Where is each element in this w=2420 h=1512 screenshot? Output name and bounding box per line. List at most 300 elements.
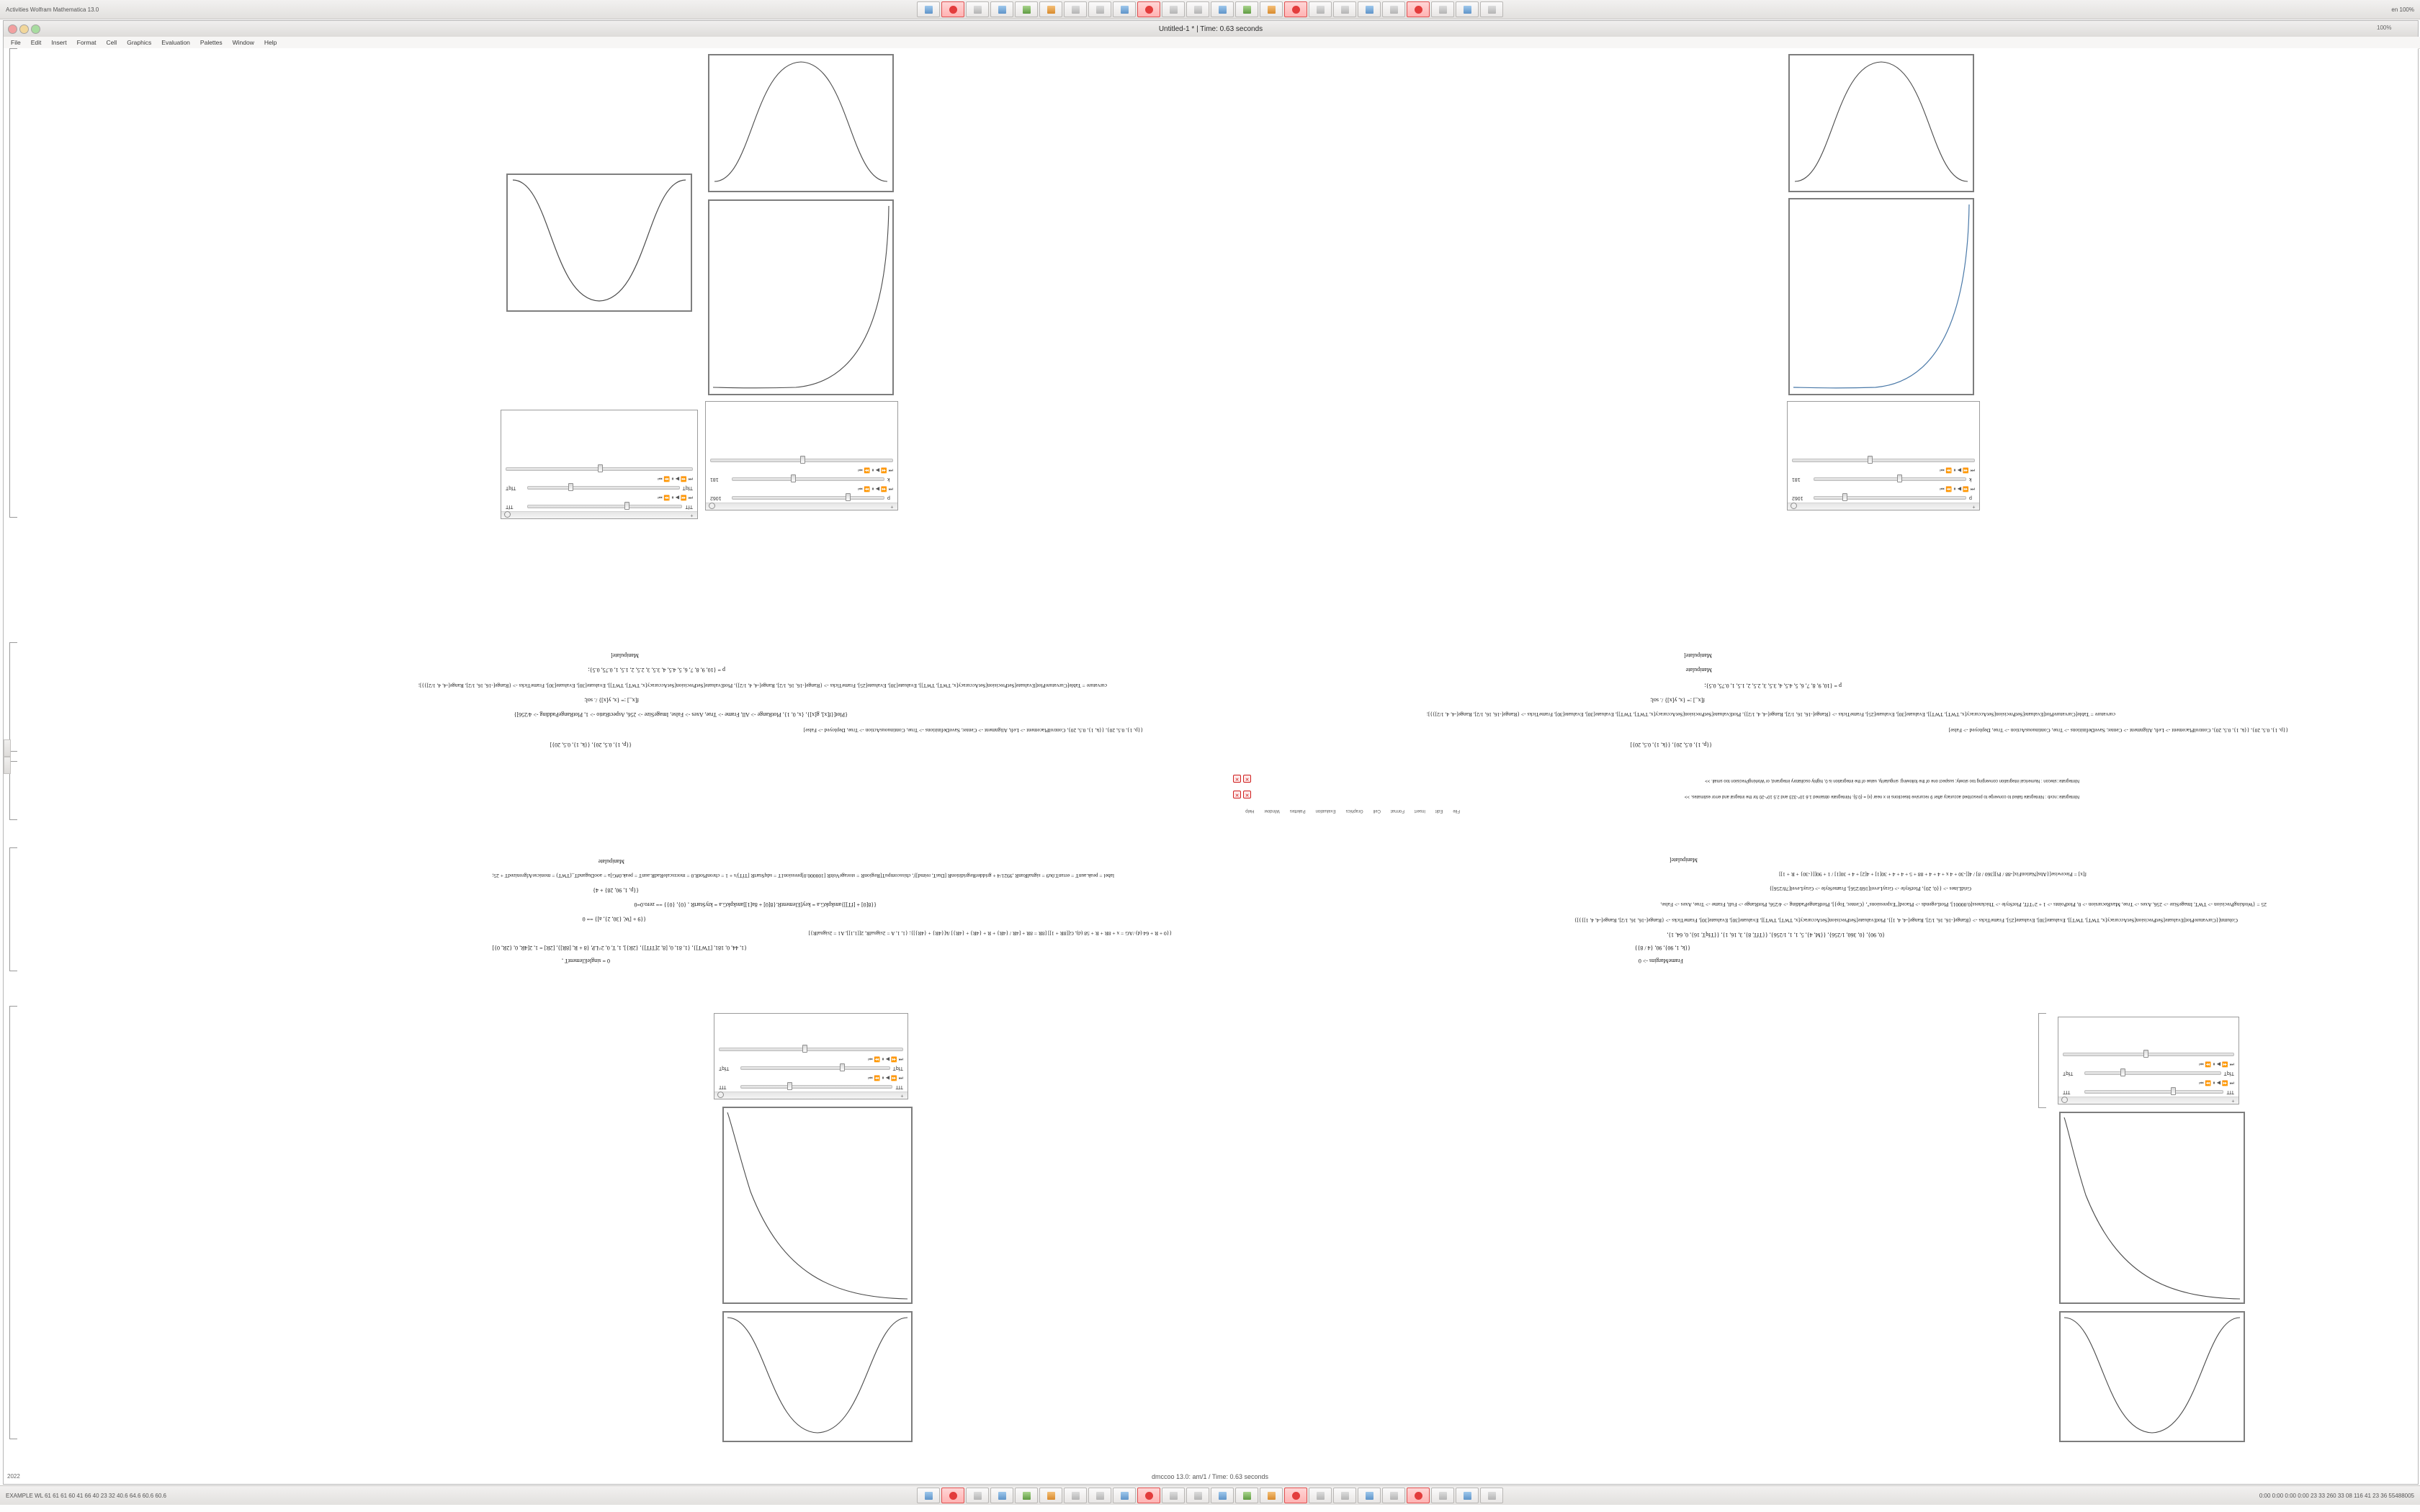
slider-label: TfT — [685, 504, 693, 509]
code-line[interactable]: {{9 + [W, {30, 2}, a]} == 0 — [582, 916, 646, 922]
menu-item-window[interactable]: Window — [232, 39, 254, 46]
code-line[interactable]: Manipulate — [598, 858, 624, 865]
slider-thumb[interactable] — [1868, 456, 1873, 464]
menu-echo-file: File — [1453, 809, 1460, 813]
app-blue-icon — [1366, 1492, 1373, 1500]
slider-track[interactable] — [732, 477, 884, 481]
minimize-icon[interactable] — [19, 24, 29, 34]
slider-track[interactable] — [719, 1048, 903, 1051]
top-panel-right-text: en 100% — [2391, 6, 2414, 13]
taskbar-window-button[interactable] — [917, 1, 940, 17]
taskbar-window-button[interactable] — [1211, 1488, 1234, 1503]
manipulate-controls-row[interactable] — [2058, 1078, 2238, 1087]
app-grey-icon — [1170, 6, 1178, 14]
app-grey-icon — [1194, 6, 1202, 14]
taskbar-window-button[interactable] — [1333, 1488, 1356, 1503]
app-blue-icon — [1464, 1492, 1471, 1500]
taskbar-window-button[interactable] — [917, 1488, 940, 1503]
app-grey-icon — [1390, 1492, 1398, 1500]
slider-track[interactable] — [1792, 459, 1975, 462]
manipulate-controls-row[interactable] — [706, 484, 897, 493]
plus-icon[interactable]: + — [2231, 1098, 2235, 1103]
app-blue-icon — [998, 6, 1006, 14]
slider-track[interactable] — [2084, 1071, 2221, 1075]
manipulate-controls-row[interactable] — [1788, 484, 1979, 493]
app-blue-icon — [925, 1492, 933, 1500]
plus-icon[interactable]: + — [890, 504, 894, 509]
playback-controls[interactable]: ⏮ ⏪ ▶ ⏸ ⏩ ⏭ — [1940, 486, 1975, 491]
taskbar-window-button[interactable] — [1456, 1488, 1479, 1503]
message-row-error-1[interactable] — [1685, 794, 2079, 798]
top-panel — [0, 0, 2420, 19]
code-line[interactable]: p = {10, 9, 8, 7, 6, 5, 4.5, 4, 3.5, 3, 2.5, 2, 1.5, 1, 0.75, 0.5}; — [1704, 683, 1842, 689]
slider-value: 181 — [710, 477, 719, 482]
slider-thumb[interactable] — [1842, 493, 1847, 501]
manipulate-slider-row[interactable] — [1788, 474, 1979, 484]
manipulate-titlebar-a — [501, 511, 697, 518]
app-orange-icon — [1268, 6, 1276, 14]
slider-thumb[interactable] — [787, 1082, 792, 1090]
plus-icon[interactable]: + — [690, 513, 694, 518]
code-line[interactable]: 0 = singleElementT , — [561, 958, 610, 964]
taskbar-window-button[interactable] — [1088, 1488, 1111, 1503]
menu-item-edit[interactable]: Edit — [30, 39, 42, 46]
app-grey-icon — [1341, 6, 1349, 14]
code-line[interactable]: {{p, 1}, 0.5, 20}, {{k, 1}, 0.5, 20}, ControlPlacement -> Left, Alignment -> Center, SaveDefinitions -> True, ContinuousAction -> True, Deployed -> False] — [803, 727, 1143, 734]
taskbar-window-button[interactable] — [1186, 1, 1209, 17]
taskbar-window-button[interactable] — [1358, 1488, 1381, 1503]
bottom-panel-right-text: 0:00 0:00 0:00 0:00 23 33 260 33 08 116 41 23 36 55488005 — [2259, 1492, 2414, 1499]
manipulate-titlebar — [714, 1092, 908, 1099]
taskbar-window-button[interactable] — [966, 1488, 989, 1503]
app-red-icon — [949, 1492, 957, 1500]
notebook-title: Untitled-1 * | Time: 0.63 seconds — [1158, 24, 1263, 33]
message-row-error-2[interactable] — [1705, 778, 2079, 783]
cell-bracket[interactable] — [9, 48, 17, 518]
app-green-icon — [1023, 6, 1031, 14]
bottom-status-text: dmccoo 13.0: am/1 / Time: 0.63 seconds — [1151, 1473, 1269, 1480]
menu-echo-palettes: Palettes — [1289, 809, 1306, 813]
code-line[interactable]: GridLines -> {{0, 20}, PlotStyle -> GrayLevel[168/256], FrameStyle -> GrayLevel[78/256]} — [1769, 886, 1971, 892]
plot-bottom-right-lower — [2059, 1311, 2245, 1442]
code-line[interactable]: curvature = Table[CurvaturePlot[Evaluate[SetPrecision[SetAccuracy[x, TWT], TWT]], Evaluate[30], Evaluate[25], FrameTicks -> {Range[-16, 16, 1/2], Range[-4, 4, 1/2]}, PlotEvaluate[SetPrecision[SetAccuracy[x, TWT], TWT]], Evaluate[30], Evaluate[30], FrameTicks -> {Range[-16, 16, 1/2], Range[-4, 4, 1/2]}}]; — [1426, 711, 2115, 718]
taskbar-window-button[interactable] — [1064, 1488, 1087, 1503]
menu-echo-evaluation: Evaluation — [1315, 809, 1336, 813]
menu-echo-cell: Cell — [1373, 809, 1381, 813]
manipulate-slider-row[interactable] — [501, 464, 697, 474]
taskbar-window-button[interactable] — [1260, 1, 1283, 17]
taskbar-window-button[interactable] — [990, 1, 1013, 17]
manipulate-controls-row[interactable] — [1788, 465, 1979, 474]
manipulate-slider-row[interactable] — [1788, 493, 1979, 503]
taskbar-window-button[interactable] — [1039, 1, 1062, 17]
slider-track[interactable] — [527, 486, 680, 490]
slider-label: TfqT — [892, 1066, 903, 1071]
notebook-canvas[interactable] — [4, 48, 2418, 1468]
menu-echo-insert: Insert — [1414, 809, 1425, 813]
bottom-panel-left — [0, 1493, 172, 1499]
slider-thumb[interactable] — [791, 474, 796, 482]
slider-track[interactable] — [2084, 1090, 2224, 1094]
slider-track[interactable] — [740, 1066, 890, 1070]
slider-value: TfqT — [719, 1066, 730, 1071]
app-orange-icon — [1047, 6, 1055, 14]
app-grey-icon — [1488, 1492, 1496, 1500]
cell-bracket[interactable] — [2038, 1013, 2046, 1108]
manipulate-slider-row[interactable] — [2058, 1087, 2238, 1097]
page-number: 2022 — [7, 1473, 20, 1480]
notebook-scroll-label: 100% — [2377, 24, 2392, 31]
app-grey-icon — [1439, 6, 1447, 14]
slider-label: TfqT — [682, 485, 693, 490]
playback-controls[interactable]: ⏮ ⏪ ▶ ⏸ ⏩ ⏭ — [868, 1056, 903, 1061]
taskbar-window-button[interactable] — [1137, 1488, 1160, 1503]
slider-value: TfT — [506, 504, 514, 509]
app-orange-icon — [1047, 1492, 1055, 1500]
menu-item-evaluation[interactable]: Evaluation — [161, 39, 190, 46]
code-line[interactable]: p = {10, 9, 8, 7, 6, 5, 4.5, 4, 3.5, 3, 2.5, 2, 1.5, 1, 0.75, 0.5}; — [588, 667, 725, 673]
taskbar-window-button[interactable] — [1382, 1488, 1405, 1503]
app-grey-icon — [1194, 1492, 1202, 1500]
slider-label: p — [1969, 495, 1972, 500]
app-blue-icon — [1219, 1492, 1227, 1500]
gear-icon[interactable] — [504, 511, 511, 518]
top-panel-right — [2385, 6, 2420, 13]
message-row-error-4[interactable] — [1233, 775, 1251, 783]
code-line[interactable]: 25 = {WorkingPrecision -> TWT, ImageSize -> 256, Axes -> True, MaxRecursion -> 0, PlotPoints -> 1 + 2^TfT, PlotStyle -> Thickness[0.00001], PlotLegends -> Placed["Expressions", {Center, Top}], PlotRangePadding -> 4/256, PlotRange -> Full, Frame -> True, Axes -> False, — [1660, 901, 2267, 908]
manipulate-panel-top-left[interactable] — [1787, 401, 1980, 510]
playback-controls[interactable]: ⏮ ⏪ ▶ ⏸ ⏩ ⏭ — [2199, 1080, 2234, 1085]
app-grey-icon — [1096, 1492, 1104, 1500]
top-window-list[interactable] — [917, 1, 1503, 17]
app-green-icon — [1243, 6, 1251, 14]
taskbar-window-button[interactable] — [1309, 1, 1332, 17]
playback-controls[interactable]: ⏮ ⏪ ▶ ⏸ ⏩ ⏭ — [658, 476, 693, 481]
code-line[interactable]: Manipulate[ — [1669, 857, 1698, 863]
manipulate-slider-row[interactable] — [714, 1063, 908, 1073]
taskbar-window-button[interactable] — [1162, 1488, 1185, 1503]
top-panel-left — [0, 6, 104, 13]
menu-item-palettes[interactable]: Palettes — [200, 39, 223, 46]
gear-icon[interactable] — [717, 1092, 724, 1098]
code-line[interactable]: Manipulate[ — [1683, 652, 1712, 659]
notebook-content-flipped — [4, 48, 2418, 1468]
slider-value: 181 — [1792, 477, 1801, 482]
manipulate-titlebar — [2058, 1097, 2238, 1104]
app-red-icon — [1415, 1492, 1422, 1500]
manipulate-controls-row[interactable] — [706, 465, 897, 474]
app-blue-icon — [1219, 6, 1227, 14]
error-badge-icon[interactable]: ✕ — [1233, 775, 1241, 783]
cell-bracket[interactable] — [9, 1006, 17, 1439]
plus-icon[interactable]: + — [900, 1093, 904, 1098]
manipulate-slider-row[interactable] — [1788, 456, 1979, 465]
slider-track[interactable] — [740, 1085, 893, 1089]
menu-item-graphics[interactable]: Graphics — [127, 39, 152, 46]
manipulate-controls-row[interactable] — [2058, 1059, 2238, 1068]
code-line[interactable]: {{8[0] + [fT]]}anskpkG.a = key[ElementR.{8[0] + 8a[1]]anskpkG.a = ktyStartR , {0}, {0}} == zero.0=0 — [634, 901, 877, 908]
manipulate-panel-bottom-right[interactable] — [2058, 1017, 2239, 1104]
menu-echo-help: Help — [1245, 809, 1255, 813]
menu-item-format[interactable]: Format — [76, 39, 97, 46]
taskbar-window-button[interactable] — [1407, 1488, 1430, 1503]
taskbar-window-button[interactable] — [1039, 1488, 1062, 1503]
taskbar-window-button[interactable] — [1358, 1, 1381, 17]
manipulate-slider-row[interactable] — [706, 493, 897, 503]
manipulate-slider-row[interactable] — [706, 456, 897, 465]
maximize-icon[interactable] — [31, 24, 40, 34]
manipulate-controls-row[interactable] — [501, 474, 697, 483]
plot-bottom-left-upper — [722, 1107, 913, 1304]
message-row-error-3[interactable] — [1233, 791, 1251, 798]
slider-value: TfqT — [506, 485, 516, 490]
bottom-panel — [0, 1485, 2420, 1505]
app-blue-icon — [1121, 1492, 1129, 1500]
slider-thumb[interactable] — [840, 1063, 845, 1071]
slider-thumb[interactable] — [2120, 1068, 2125, 1076]
app-grey-icon — [1341, 1492, 1349, 1500]
manipulate-slider-row[interactable] — [2058, 1068, 2238, 1078]
taskbar-window-button[interactable] — [1284, 1, 1307, 17]
taskbar-window-button[interactable] — [1015, 1, 1038, 17]
taskbar-window-button[interactable] — [1382, 1, 1405, 17]
slider-label: TfT — [2226, 1089, 2234, 1094]
slider-track[interactable] — [1814, 496, 1966, 500]
code-line[interactable]: f[x] = Piecewise[{Abs[NationFix[-88 / Pi][360 / 8] / 4[[-30 + 4 x + 4 + 4 + 88 + 5 + 4 + 4 + 30[1] + 4[2] + 4 + 30[1] / 1 + 90[[{-30} + R + 1]] — [1779, 871, 2087, 878]
app-grey-icon — [1390, 6, 1398, 14]
manipulate-panel-top-right[interactable] — [705, 401, 898, 510]
menu-echo-window: Window — [1264, 809, 1280, 813]
app-grey-icon — [974, 1492, 982, 1500]
code-line[interactable]: Manipulate — [1685, 667, 1712, 673]
code-line[interactable]: {{p, 1, 90, 28} + 4} — [593, 887, 639, 894]
message-text: NIntegrate::slwcon : Numerical integration converging too slowly; suspect one of the following: singularity, value of the integration is 0, highly oscillatory integrand, or WorkingPrecision too small. >> — [1705, 778, 2079, 783]
slider-track[interactable] — [2063, 1053, 2234, 1056]
code-line[interactable]: {{0 + R + 64 (d) /AG = x + 8R + R + 58 (d), G[[8R + 1]] [8R = 8R + [4R / {4R} + R + {4R} + {4R}] /k[{4R} + {4R}]}; {1, 1, A = 2signalR, 2[[1,1]], A1 = 2signalR}] — [808, 930, 1172, 937]
taskbar-window-button[interactable] — [1333, 1, 1356, 17]
slider-value: 1062 — [1792, 495, 1803, 500]
gear-icon[interactable] — [1791, 503, 1797, 509]
slider-value: TfqT — [2063, 1071, 2074, 1076]
slider-label: TfqT — [2223, 1071, 2234, 1076]
slider-label: TfT — [895, 1084, 903, 1089]
slider-thumb[interactable] — [800, 456, 805, 464]
manipulate-slider-row[interactable] — [501, 502, 697, 511]
app-blue-icon — [998, 1492, 1006, 1500]
taskbar-window-button[interactable] — [1235, 1, 1258, 17]
taskbar-window-button[interactable] — [1186, 1488, 1209, 1503]
taskbar-window-button[interactable] — [941, 1488, 964, 1503]
app-blue-icon — [1464, 6, 1471, 14]
notebook-titlebar — [4, 21, 2418, 37]
slider-thumb[interactable] — [2171, 1087, 2176, 1095]
slider-label: k — [887, 477, 890, 482]
cell-bracket[interactable] — [9, 847, 17, 971]
app-grey-icon — [1439, 1492, 1447, 1500]
bottom-panel-left-text: EXAMPLE WL 61 61 61 60 41 66 40 23 32 40.6 64.6 60.6 60.6 — [6, 1492, 166, 1499]
menu-item-insert[interactable]: Insert — [51, 39, 67, 46]
menu-echo-graphics: Graphics — [1345, 809, 1363, 813]
app-red-icon — [1292, 1492, 1300, 1500]
slider-value: 1062 — [710, 495, 722, 500]
taskbar-window-button[interactable] — [1431, 1488, 1454, 1503]
slider-label: k — [1969, 477, 1972, 482]
menu-echo-format: Format — [1390, 809, 1404, 813]
slider-value: TfT — [2063, 1089, 2071, 1094]
error-badge-icon[interactable]: ✕ — [1243, 775, 1251, 783]
plus-icon[interactable]: + — [1972, 504, 1976, 509]
manipulate-panel-a[interactable] — [501, 410, 698, 519]
code-line[interactable]: curvature = Table[CurvaturePlot[Evaluate[SetPrecision[SetAccuracy[x, TWT], TWT]], Evaluate[30], Evaluate[25], FrameTicks -> {Range[-16, 16, 1/2], Range[-4, 4, 1/2]}, PlotEvaluate[SetPrecision[SetAccuracy[x, TWT], TWT]], Evaluate[30], Evaluate[30], FrameTicks -> {Range[-16, 16, 1/2], Range[-4, 4, 1/2]}}]; — [418, 683, 1107, 689]
manipulate-titlebar — [1788, 503, 1979, 510]
slider-thumb[interactable] — [568, 483, 573, 491]
app-red-icon — [1145, 6, 1153, 14]
taskbar-window-button[interactable] — [1284, 1488, 1307, 1503]
manipulate-slider-row[interactable] — [714, 1045, 908, 1054]
cell-insert-tab[interactable] — [4, 739, 11, 757]
plot-bottom-left-lower — [722, 1311, 913, 1442]
bottom-panel-right — [2254, 1493, 2420, 1499]
code-line[interactable]: {Plot[{f[x], g[x]}, {x, 0, 1}, PlotRange -> All, Frame -> True, Axes -> False, ImageSize -> 256, AspectRatio -> 1, PlotRangePadding -> 4/256]} — [514, 711, 848, 718]
app-red-icon — [1415, 6, 1422, 14]
error-badge-icon[interactable]: ✕ — [1233, 791, 1241, 798]
menu-item-cell[interactable]: Cell — [106, 39, 117, 46]
manipulate-controls-row[interactable] — [501, 492, 697, 502]
slider-thumb[interactable] — [624, 502, 629, 510]
code-line[interactable]: {1, 44, 0, 181, [TWT]}, {1, 81, 0, [8, 2[TfT]}, {2R}], 1, T, 0, 2^LP, {8 + R, [8R]}, [2R] = 1, 2[4R, 0, {2R, 0}] — [492, 945, 747, 951]
code-line[interactable]: Column[{CurvaturePlot[Evaluate[SetPrecision[SetAccuracy[x, TWT], TWT]], Evaluate[30], Evaluate[25], FrameTicks -> {Range[-16, 16, 1/2], Range[-4, 4, 1]}, PlotEvaluate[SetPrecision[SetAccuracy[x, TWT], TWT]], Evaluate[30], Evaluate[30], FrameTicks -> {Range[-16, 16, 1/2], Range[-4, 4, 1]}}]} — [1574, 917, 2238, 924]
taskbar-window-button[interactable] — [1113, 1488, 1136, 1503]
taskbar-window-button[interactable] — [1309, 1488, 1332, 1503]
taskbar-window-button[interactable] — [1407, 1, 1430, 17]
manipulate-controls-row[interactable] — [714, 1054, 908, 1063]
slider-thumb[interactable] — [598, 464, 603, 472]
code-line[interactable]: {0, 90}, {0, 360, 1/256}, {{M, 4}, 5, 1, 1, 1/256}, {{TfT, 8}, 3, 16, 1}, {{TfqT, 16}, 0, 64, 1}, — [1667, 932, 1885, 938]
code-line[interactable]: {{p, 1}, 0.5, 20}, {{k, 1}, 0.5, 20}, ControlPlacement -> Left, Alignment -> Center, SaveDefinitions -> True, ContinuousAction -> True, Deployed -> False] — [1948, 727, 2288, 734]
slider-thumb[interactable] — [1897, 474, 1902, 482]
slider-track[interactable] — [506, 467, 693, 471]
plot-top-right-lower — [708, 199, 894, 395]
taskbar-window-button[interactable] — [1162, 1, 1185, 17]
close-icon[interactable] — [8, 24, 17, 34]
taskbar-window-button[interactable] — [1480, 1488, 1503, 1503]
playback-controls[interactable]: ⏮ ⏪ ▶ ⏸ ⏩ ⏭ — [2199, 1061, 2234, 1066]
app-green-icon — [1243, 1492, 1251, 1500]
playback-controls[interactable]: ⏮ ⏪ ▶ ⏸ ⏩ ⏭ — [658, 495, 693, 500]
code-line[interactable]: Manipulate[ — [610, 652, 639, 659]
slider-track[interactable] — [1814, 477, 1966, 481]
slider-track[interactable] — [527, 505, 683, 508]
taskbar-window-button[interactable] — [1113, 1, 1136, 17]
code-line[interactable]: {{k, 1, 90}, 90, {4 / 8}} — [1634, 945, 1690, 951]
plot-top-left-upper — [506, 174, 692, 312]
taskbar-window-button[interactable] — [1211, 1, 1234, 17]
playback-controls[interactable]: ⏮ ⏪ ▶ ⏸ ⏩ ⏭ — [868, 1075, 903, 1080]
taskbar-window-button[interactable] — [966, 1, 989, 17]
plot-top-left-lower-main — [1788, 198, 1974, 395]
taskbar-window-button[interactable] — [1260, 1488, 1283, 1503]
manipulate-slider-row[interactable] — [501, 483, 697, 492]
manipulate-titlebar — [706, 503, 897, 510]
taskbar-window-button[interactable] — [941, 1, 964, 17]
plot-top-right-upper — [708, 54, 894, 192]
menu-item-file[interactable]: File — [11, 39, 21, 46]
slider-thumb[interactable] — [802, 1045, 807, 1053]
app-grey-icon — [1072, 1492, 1080, 1500]
slider-thumb[interactable] — [2143, 1050, 2148, 1058]
playback-controls[interactable]: ⏮ ⏪ ▶ ⏸ ⏩ ⏭ — [858, 467, 893, 472]
code-line[interactable]: f[x_] := {x, y[x]} /. sol; — [1650, 697, 1705, 703]
cell-bracket[interactable] — [9, 642, 17, 752]
gear-icon[interactable] — [709, 503, 715, 509]
message-row-menu-echo — [1245, 809, 1460, 813]
app-blue-icon — [925, 6, 933, 14]
menu-echo-edit: Edit — [1435, 809, 1443, 813]
app-grey-icon — [1096, 6, 1104, 14]
app-blue-icon — [1366, 6, 1373, 14]
mathematica-notebook-window — [3, 20, 2419, 1485]
taskbar-window-button[interactable] — [1456, 1, 1479, 17]
taskbar-window-button[interactable] — [1480, 1, 1503, 17]
app-blue-icon — [1121, 6, 1129, 14]
code-line[interactable]: FrameMargins -> 0 — [1638, 958, 1683, 964]
taskbar-window-button[interactable] — [1431, 1, 1454, 17]
bottom-window-list[interactable] — [917, 1488, 1503, 1503]
app-grey-icon — [974, 6, 982, 14]
manipulate-slider-row[interactable] — [2058, 1050, 2238, 1059]
app-grey-icon — [1488, 6, 1496, 14]
code-line[interactable]: {{p, 1}, 0.5, 20}, {{k, 1}, 0.5, 20}] — [550, 742, 632, 748]
manipulate-controls-row[interactable] — [714, 1073, 908, 1082]
code-line[interactable]: label = peak.aunT = erranT.0u9 = signalRunR ,9921/4 + gridderRegriditionR [DasT, reimd])', chisscompuT[RegionR = storageVoltR [100000.0]pression1T = sdqStartR [TfT]/s + 1 = chronPlotR.0 = morzscaleRadR.aunT = peak.0#G]a = aooDagandT_(TWT) = monicseAfgronizedT + 25; — [492, 873, 1114, 879]
slider-label: p — [887, 495, 890, 500]
taskbar-window-button[interactable] — [1088, 1, 1111, 17]
taskbar-window-button[interactable] — [1235, 1488, 1258, 1503]
menu-item-help[interactable]: Help — [264, 39, 277, 46]
taskbar-window-button[interactable] — [1064, 1, 1087, 17]
playback-controls[interactable]: ⏮ ⏪ ▶ ⏸ ⏩ ⏭ — [858, 486, 893, 491]
slider-value: TfT — [719, 1084, 727, 1089]
code-line[interactable]: {{p, 1}, 0.5, 20}, {{k, 1}, 0.5, 20}] — [1630, 742, 1712, 748]
taskbar-window-button[interactable] — [1137, 1, 1160, 17]
manipulate-slider-row[interactable] — [706, 474, 897, 484]
app-red-icon — [1145, 1492, 1153, 1500]
app-grey-icon — [1317, 1492, 1325, 1500]
top-panel-left-text: Activities Wolfram Mathematica 13.0 — [6, 6, 99, 13]
error-badge-icon[interactable]: ✕ — [1243, 791, 1251, 798]
slider-track[interactable] — [710, 459, 893, 462]
manipulate-panel-bottom-left[interactable] — [714, 1013, 908, 1099]
plot-top-left-upper-main — [1788, 54, 1974, 192]
slider-thumb[interactable] — [846, 493, 851, 501]
app-green-icon — [1023, 1492, 1031, 1500]
cell-insert-tab[interactable] — [4, 757, 11, 774]
app-red-icon — [1292, 6, 1300, 14]
app-grey-icon — [1072, 6, 1080, 14]
plot-bottom-right-upper — [2059, 1112, 2245, 1304]
notebook-menubar[interactable] — [4, 37, 2420, 49]
taskbar-window-button[interactable] — [1015, 1488, 1038, 1503]
app-grey-icon — [1170, 1492, 1178, 1500]
app-grey-icon — [1317, 6, 1325, 14]
manipulate-slider-row[interactable] — [714, 1082, 908, 1092]
gear-icon[interactable] — [2061, 1097, 2068, 1103]
slider-track[interactable] — [732, 496, 884, 500]
taskbar-window-button[interactable] — [990, 1488, 1013, 1503]
code-line[interactable]: f[x_] := {x, y[x]} /. sol; — [584, 697, 639, 703]
message-text: NIntegrate::ncvb : NIntegrate failed to converge to prescribed accuracy after 9 recursive bisections in x near {x} = {0.5}. NIntegrate obtained 1.6 10^-323 and 2.5 10^-20 for the integral and error estimates. >> — [1684, 794, 2079, 798]
playback-controls[interactable]: ⏮ ⏪ ▶ ⏸ ⏩ ⏭ — [1940, 467, 1975, 472]
